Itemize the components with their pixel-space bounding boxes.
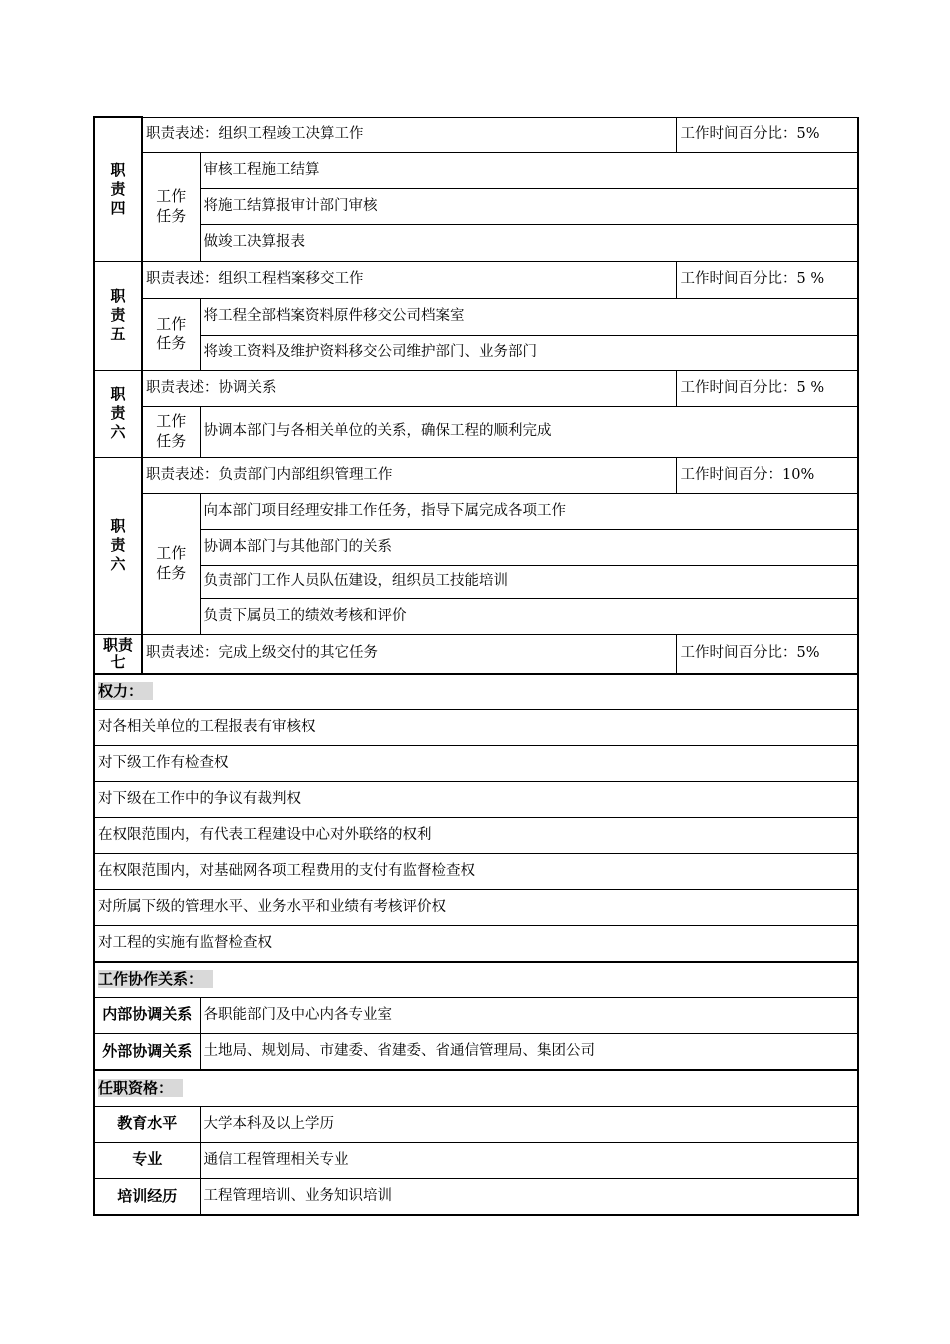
duty5-label: 职 责 五 [94, 261, 142, 370]
relations-title-row [94, 962, 858, 997]
major-value: 通信工程管理相关专业 [200, 1142, 858, 1178]
duty6a-desc-row [94, 370, 858, 406]
relations-title-text: 工作协作关系： [98, 970, 213, 988]
relations-title [94, 962, 858, 997]
duty6a-desc: 职责表述：协调关系 [142, 370, 676, 406]
authority-item-row [94, 925, 858, 962]
authority-item-1: 对各相关单位的工程报表有审核权 [94, 709, 858, 745]
qualifications-title [94, 1070, 858, 1106]
duty4-task-row [94, 224, 858, 261]
authority-item-row [94, 817, 858, 853]
duty5-desc-row [94, 261, 858, 298]
authority-title-row [94, 674, 858, 709]
duty5-task-1: 将工程全部档案资料原件移交公司档案室 [200, 298, 858, 335]
duty5-task-row [94, 298, 858, 335]
duty6a-task-row [94, 406, 858, 457]
authority-item-row [94, 709, 858, 745]
external-relations-label: 外部协调关系 [94, 1033, 200, 1070]
duty6b-task-row [94, 565, 858, 598]
duty5-task-row [94, 335, 858, 370]
qualification-row [94, 1178, 858, 1215]
authority-title [94, 674, 858, 709]
authority-item-5: 在权限范围内，对基础网各项工程费用的支付有监督检查权 [94, 853, 858, 889]
duty6b-label: 职 责 六 [94, 457, 142, 634]
authority-item-row [94, 889, 858, 925]
duty6a-task-1: 协调本部门与各相关单位的关系，确保工程的顺利完成 [200, 406, 858, 457]
duty7-label: 职责 七 [94, 634, 142, 674]
duty6b-task-3: 负责部门工作人员队伍建设，组织员工技能培训 [200, 565, 858, 598]
authority-title-text: 权力： [98, 682, 153, 700]
duty6a-label: 职 责 六 [94, 370, 142, 457]
duty7-desc-row [94, 634, 858, 674]
qualification-row [94, 1142, 858, 1178]
duty4-task-3: 做竣工决算报表 [200, 224, 858, 261]
duty7-pct: 工作时间百分比：5% [676, 634, 858, 674]
duty4-desc: 职责表述：组织工程竣工决算工作 [142, 117, 676, 152]
job-description-table [93, 116, 859, 1216]
duty6b-task-4: 负责下属员工的绩效考核和评价 [200, 598, 858, 634]
duty6b-desc-row [94, 457, 858, 493]
authority-item-4: 在权限范围内，有代表工程建设中心对外联络的权利 [94, 817, 858, 853]
education-label: 教育水平 [94, 1106, 200, 1142]
authority-item-row [94, 781, 858, 817]
education-value: 大学本科及以上学历 [200, 1106, 858, 1142]
authority-item-3: 对下级在工作中的争议有裁判权 [94, 781, 858, 817]
duty4-desc-row [94, 117, 858, 152]
authority-item-6: 对所属下级的管理水平、业务水平和业绩有考核评价权 [94, 889, 858, 925]
internal-relations-label: 内部协调关系 [94, 997, 200, 1033]
duty4-task-row [94, 188, 858, 224]
duty5-task-label: 工作 任务 [142, 298, 200, 370]
duty6b-task-1: 向本部门项目经理安排工作任务，指导下属完成各项工作 [200, 493, 858, 529]
qualification-row [94, 1106, 858, 1142]
duty5-task-2: 将竣工资料及维护资料移交公司维护部门、业务部门 [200, 335, 858, 370]
major-label: 专业 [94, 1142, 200, 1178]
authority-item-row [94, 853, 858, 889]
job-description-sheet [93, 116, 857, 1216]
training-value: 工程管理培训、业务知识培训 [200, 1178, 858, 1215]
duty4-task-label: 工作 任务 [142, 152, 200, 261]
duty4-task-1: 审核工程施工结算 [200, 152, 858, 188]
duty7-desc: 职责表述：完成上级交付的其它任务 [142, 634, 676, 674]
duty4-task-2: 将施工结算报审计部门审核 [200, 188, 858, 224]
duty4-label: 职 责 四 [94, 117, 142, 261]
duty6a-pct: 工作时间百分比：5 % [676, 370, 858, 406]
duty6b-pct: 工作时间百分：10% [676, 457, 858, 493]
external-relations-value: 土地局、规划局、市建委、省建委、省通信管理局、集团公司 [200, 1033, 858, 1070]
duty6b-task-row [94, 598, 858, 634]
duty5-pct: 工作时间百分比：5 % [676, 261, 858, 298]
authority-item-7: 对工程的实施有监督检查权 [94, 925, 858, 962]
authority-item-row [94, 745, 858, 781]
duty6b-task-row [94, 493, 858, 529]
duty4-task-row [94, 152, 858, 188]
qualifications-title-text: 任职资格： [98, 1079, 183, 1097]
duty6b-task-row [94, 529, 858, 565]
relations-internal-row [94, 997, 858, 1033]
relations-external-row [94, 1033, 858, 1070]
duty4-pct: 工作时间百分比：5% [676, 117, 858, 152]
duty6a-task-label: 工作 任务 [142, 406, 200, 457]
duty5-desc: 职责表述：组织工程档案移交工作 [142, 261, 676, 298]
qualifications-title-row [94, 1070, 858, 1106]
duty6b-task-label: 工作 任务 [142, 493, 200, 634]
duty6b-desc: 职责表述：负责部门内部组织管理工作 [142, 457, 676, 493]
authority-item-2: 对下级工作有检查权 [94, 745, 858, 781]
internal-relations-value: 各职能部门及中心内各专业室 [200, 997, 858, 1033]
duty6b-task-2: 协调本部门与其他部门的关系 [200, 529, 858, 565]
training-label: 培训经历 [94, 1178, 200, 1215]
